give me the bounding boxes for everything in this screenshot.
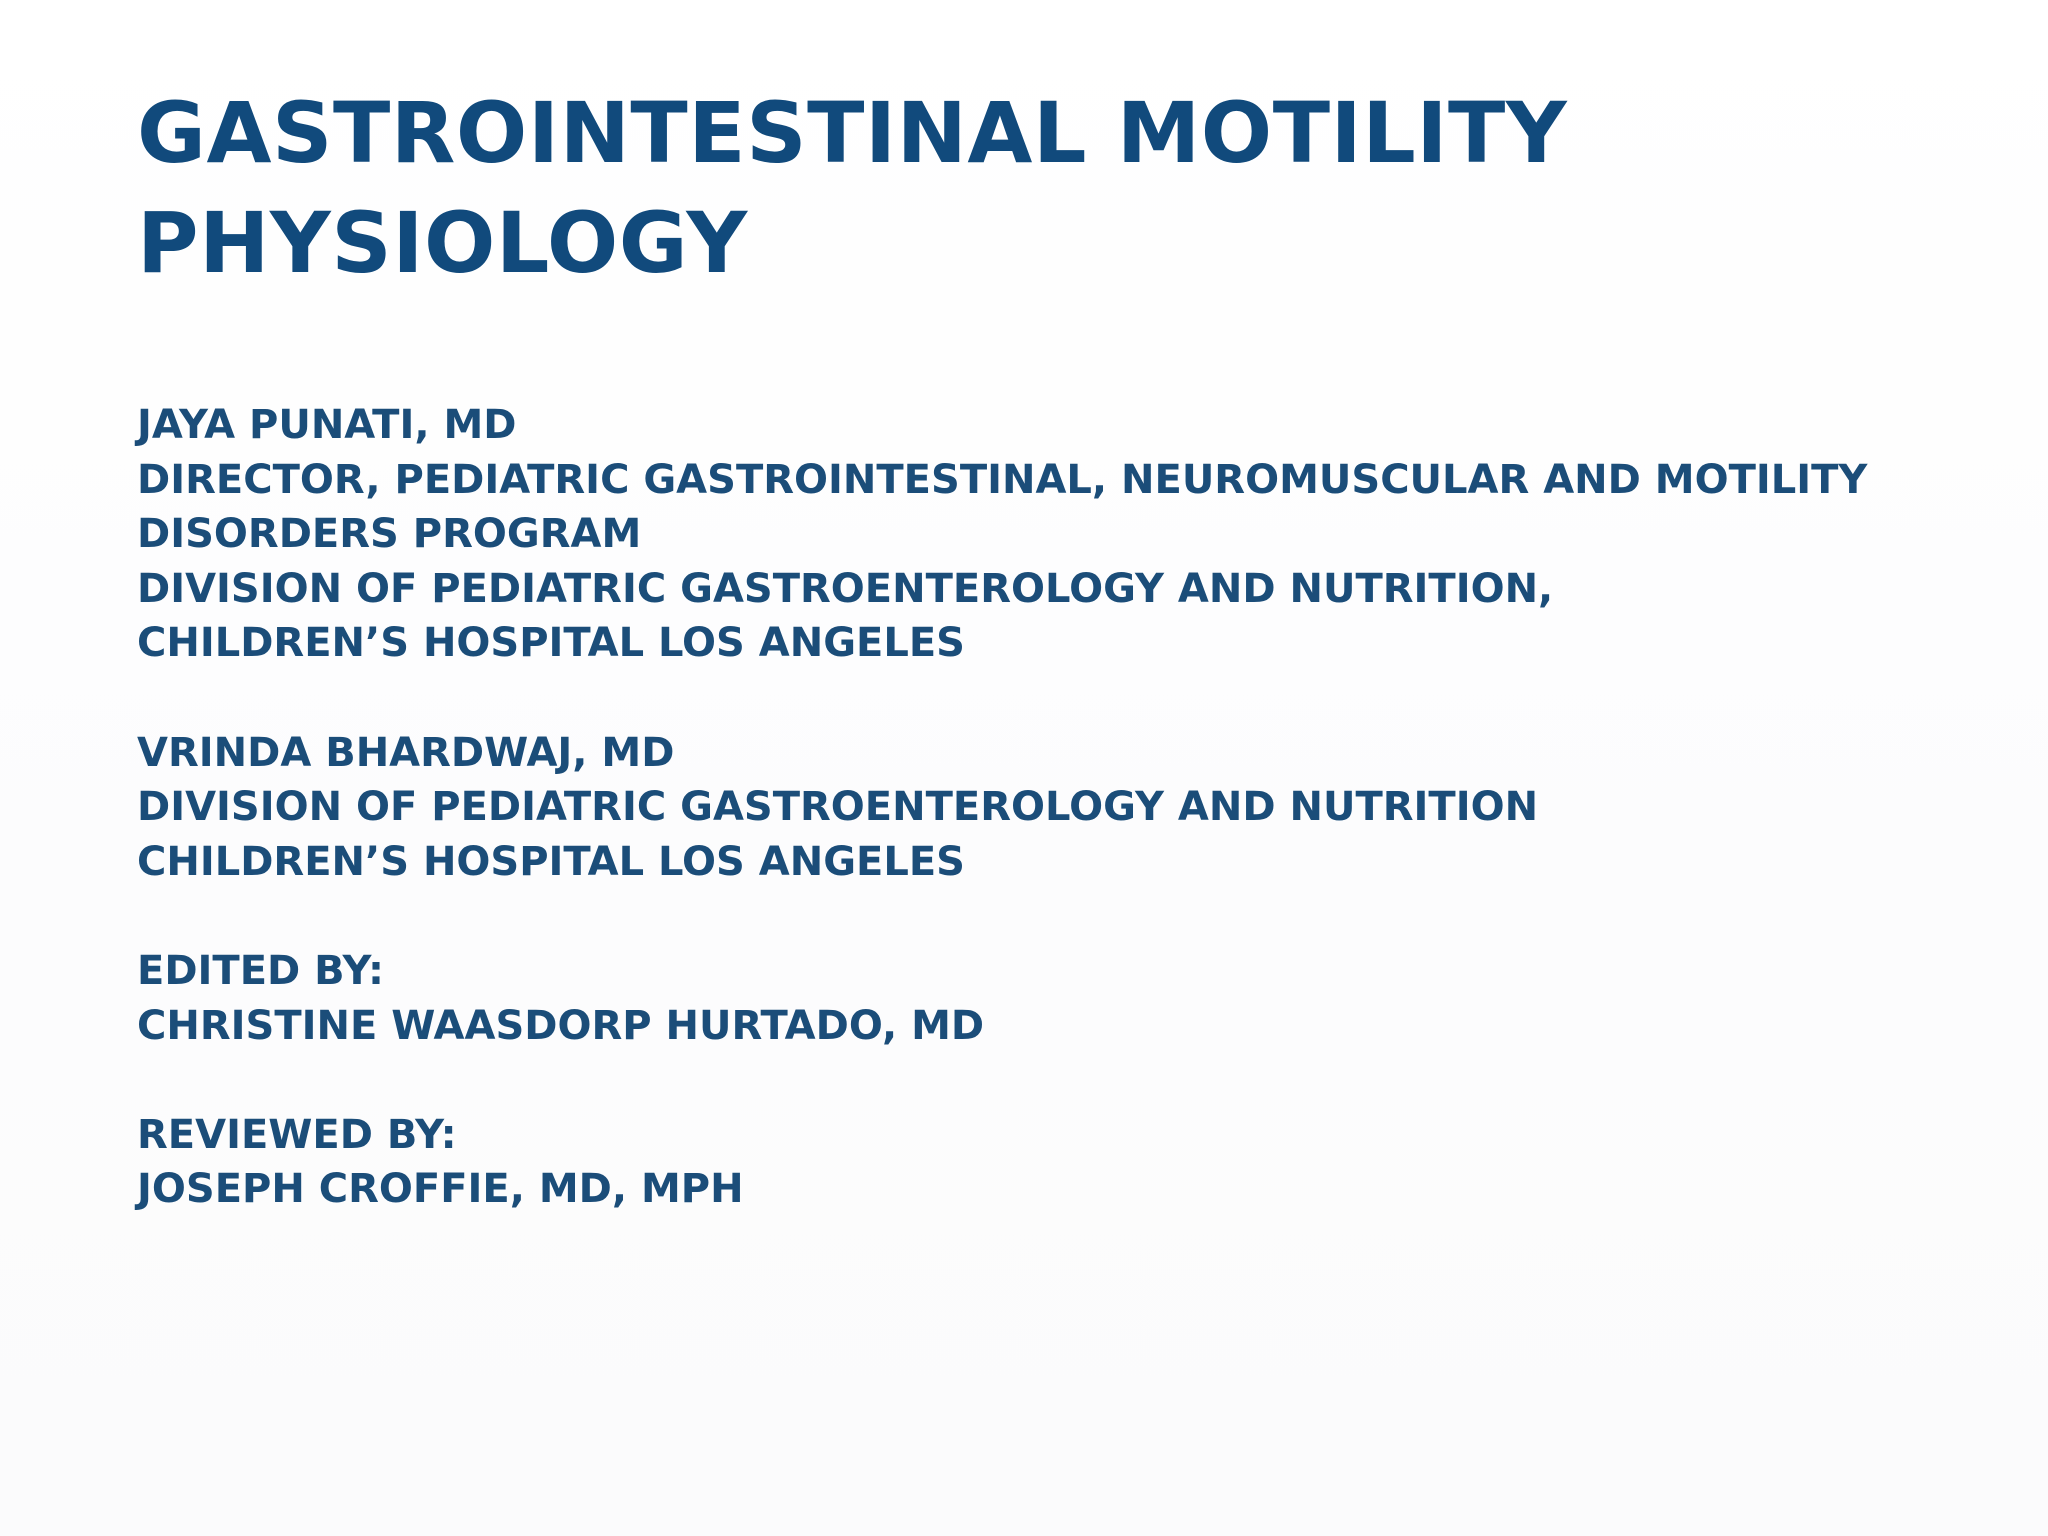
author-2-block <box>137 726 1987 890</box>
slide-title <box>137 78 1837 298</box>
title-line-1: GASTROINTESTINAL MOTILITY <box>137 84 1568 182</box>
author-2-hospital: CHILDREN’S HOSPITAL LOS ANGELES <box>137 838 965 885</box>
credits <box>137 398 1987 1217</box>
spacer <box>137 889 1987 944</box>
editor-block <box>137 944 1987 1053</box>
author-1-name: JAYA PUNATI, MD <box>137 402 517 448</box>
author-1-division: DIVISION OF PEDIATRIC GASTROENTEROLOGY AND NUTRITION, <box>137 565 1554 612</box>
editor-name: CHRISTINE WAASDORP HURTADO, MD <box>137 1002 985 1049</box>
author-1-role-line-1: DIRECTOR, PEDIATRIC GASTROINTESTINAL, NEUROMUSCULAR AND MOTILITY <box>137 456 1868 503</box>
author-1-block <box>137 398 1987 671</box>
author-1-role-line-2: DISORDERS PROGRAM <box>137 511 642 558</box>
reviewer-block <box>137 1108 1987 1217</box>
spacer <box>137 671 1987 726</box>
author-1-hospital: CHILDREN’S HOSPITAL LOS ANGELES <box>137 620 965 667</box>
reviewer-name: JOSEPH CROFFIE, MD, MPH <box>137 1166 744 1213</box>
author-2-name: VRINDA BHARDWAJ, MD <box>137 729 675 776</box>
reviewer-label: REVIEWED BY: <box>137 1111 457 1158</box>
title-line-2: PHYSIOLOGY <box>137 194 748 292</box>
spacer <box>137 1053 1987 1108</box>
author-2-division: DIVISION OF PEDIATRIC GASTROENTEROLOGY AND NUTRITION <box>137 784 1539 831</box>
editor-label: EDITED BY: <box>137 947 384 994</box>
